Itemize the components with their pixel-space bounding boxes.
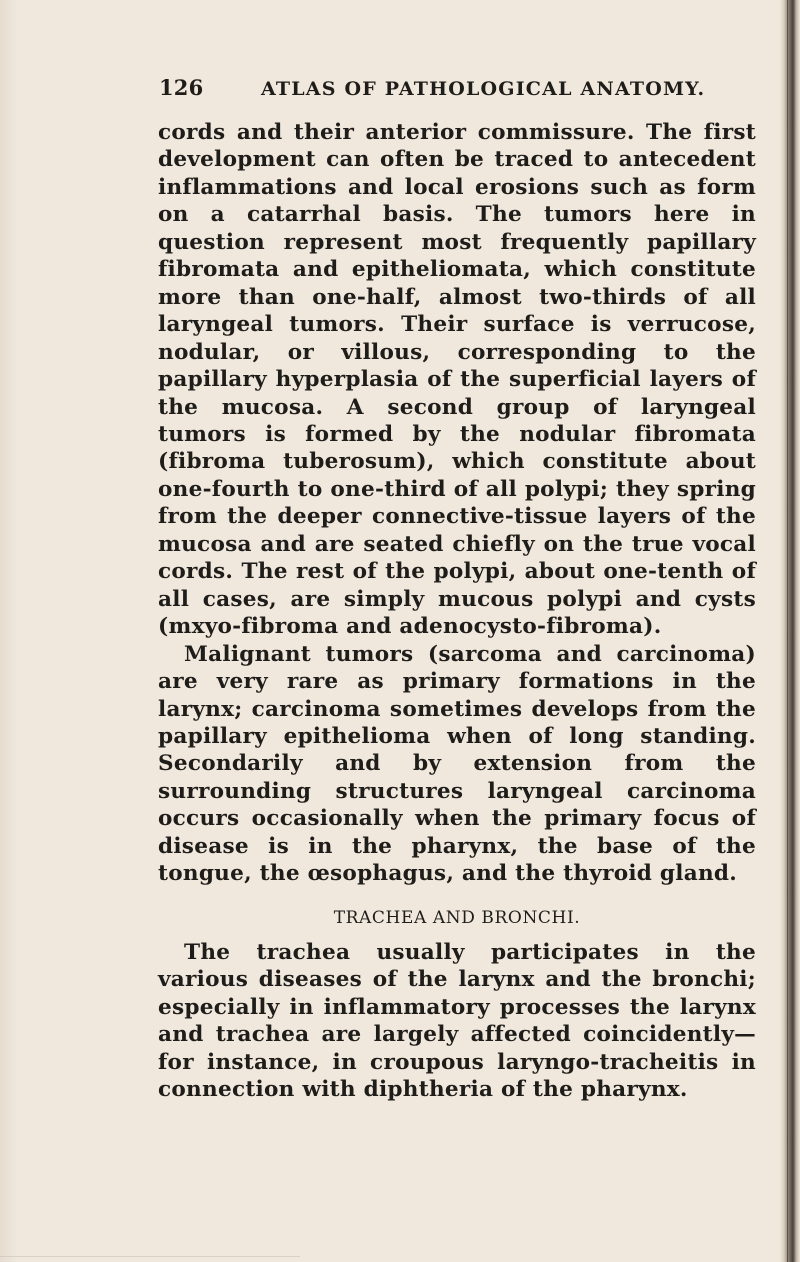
paragraph-larynx-tumors: cords and their anterior commissure. The first development can often be traced to antecedent inflammations and local erosions such as form on a catarrhal basis. The tumors here in question represent most frequently papillary fibromata and epitheliomata, which constitute more than one-half, almost two-thirds of all laryngeal tumors. Their surface is verrucose, nodular, or villous, corresponding to the papillary hyperplasia of the superficial layers of the mucosa. A second group of laryngeal tumors is formed by the nodular fibromata (fibroma tuberosum), which constitute about one-fourth to one-third of all polypi; they spring from the deeper connective-tissue layers of the mucosa and are seated chiefly on the true vocal cords. The rest of the polypi, about one-tenth of all cases, are simply mucous polypi and cysts (mxyo-fibroma and adenocysto-fibroma). xyxy=(158,120,756,640)
running-title: ATLAS OF PATHOLOGICAL ANATOMY. xyxy=(261,78,706,100)
page-number: 126 xyxy=(159,75,204,100)
book-binding-edge xyxy=(780,0,800,1262)
left-page-shadow xyxy=(0,0,18,1262)
page-header xyxy=(159,75,759,105)
bottom-page-rule xyxy=(0,1256,300,1257)
paragraph-malignant-tumors: Malignant tumors (sarcoma and carcinoma) are very rare as primary formations in the larynx; carcinoma sometimes develops from the papillary epithelioma when of long standing. Secondarily and by extension from the surrounding structures laryngeal carcinoma occurs occasionally when the primary focus of disease is in the pharynx, the base of the tongue, the œsophagus, and the thyroid gland. xyxy=(158,641,756,887)
page-content xyxy=(158,119,756,1103)
paragraph-trachea: The trachea usually participates in the various diseases of the larynx and the bronchi; especially in inflammatory processes the larynx and trachea are largely affected coincidently—for instance, in croupous laryngo-tracheitis in connection with diphtheria of the pharynx. xyxy=(158,939,756,1102)
section-heading-trachea-bronchi: TRACHEA AND BRONCHI. xyxy=(333,907,581,928)
